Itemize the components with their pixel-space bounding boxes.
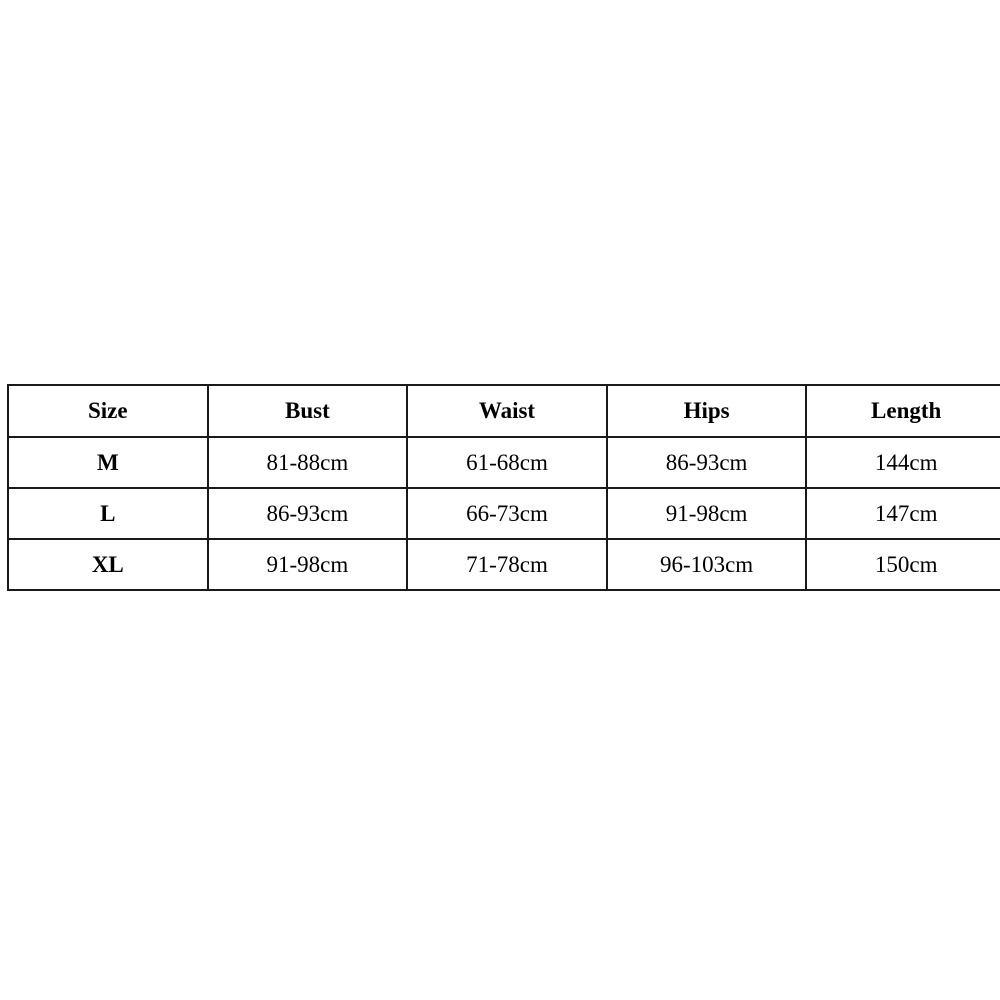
bust-cell: 81-88cm bbox=[208, 437, 408, 488]
size-cell: M bbox=[8, 437, 208, 488]
waist-cell: 71-78cm bbox=[407, 539, 607, 590]
header-size: Size bbox=[8, 385, 208, 437]
table-row bbox=[8, 539, 1000, 590]
hips-cell: 91-98cm bbox=[607, 488, 807, 539]
hips-cell: 96-103cm bbox=[607, 539, 807, 590]
length-cell: 150cm bbox=[806, 539, 1000, 590]
length-cell: 144cm bbox=[806, 437, 1000, 488]
header-length: Length bbox=[806, 385, 1000, 437]
header-bust: Bust bbox=[208, 385, 408, 437]
size-chart-table bbox=[7, 384, 1000, 591]
size-cell: L bbox=[8, 488, 208, 539]
header-waist: Waist bbox=[407, 385, 607, 437]
size-cell: XL bbox=[8, 539, 208, 590]
bust-cell: 91-98cm bbox=[208, 539, 408, 590]
hips-cell: 86-93cm bbox=[607, 437, 807, 488]
waist-cell: 61-68cm bbox=[407, 437, 607, 488]
bust-cell: 86-93cm bbox=[208, 488, 408, 539]
table-row bbox=[8, 437, 1000, 488]
table-row bbox=[8, 488, 1000, 539]
length-cell: 147cm bbox=[806, 488, 1000, 539]
header-hips: Hips bbox=[607, 385, 807, 437]
table-header-row bbox=[8, 385, 1000, 437]
waist-cell: 66-73cm bbox=[407, 488, 607, 539]
